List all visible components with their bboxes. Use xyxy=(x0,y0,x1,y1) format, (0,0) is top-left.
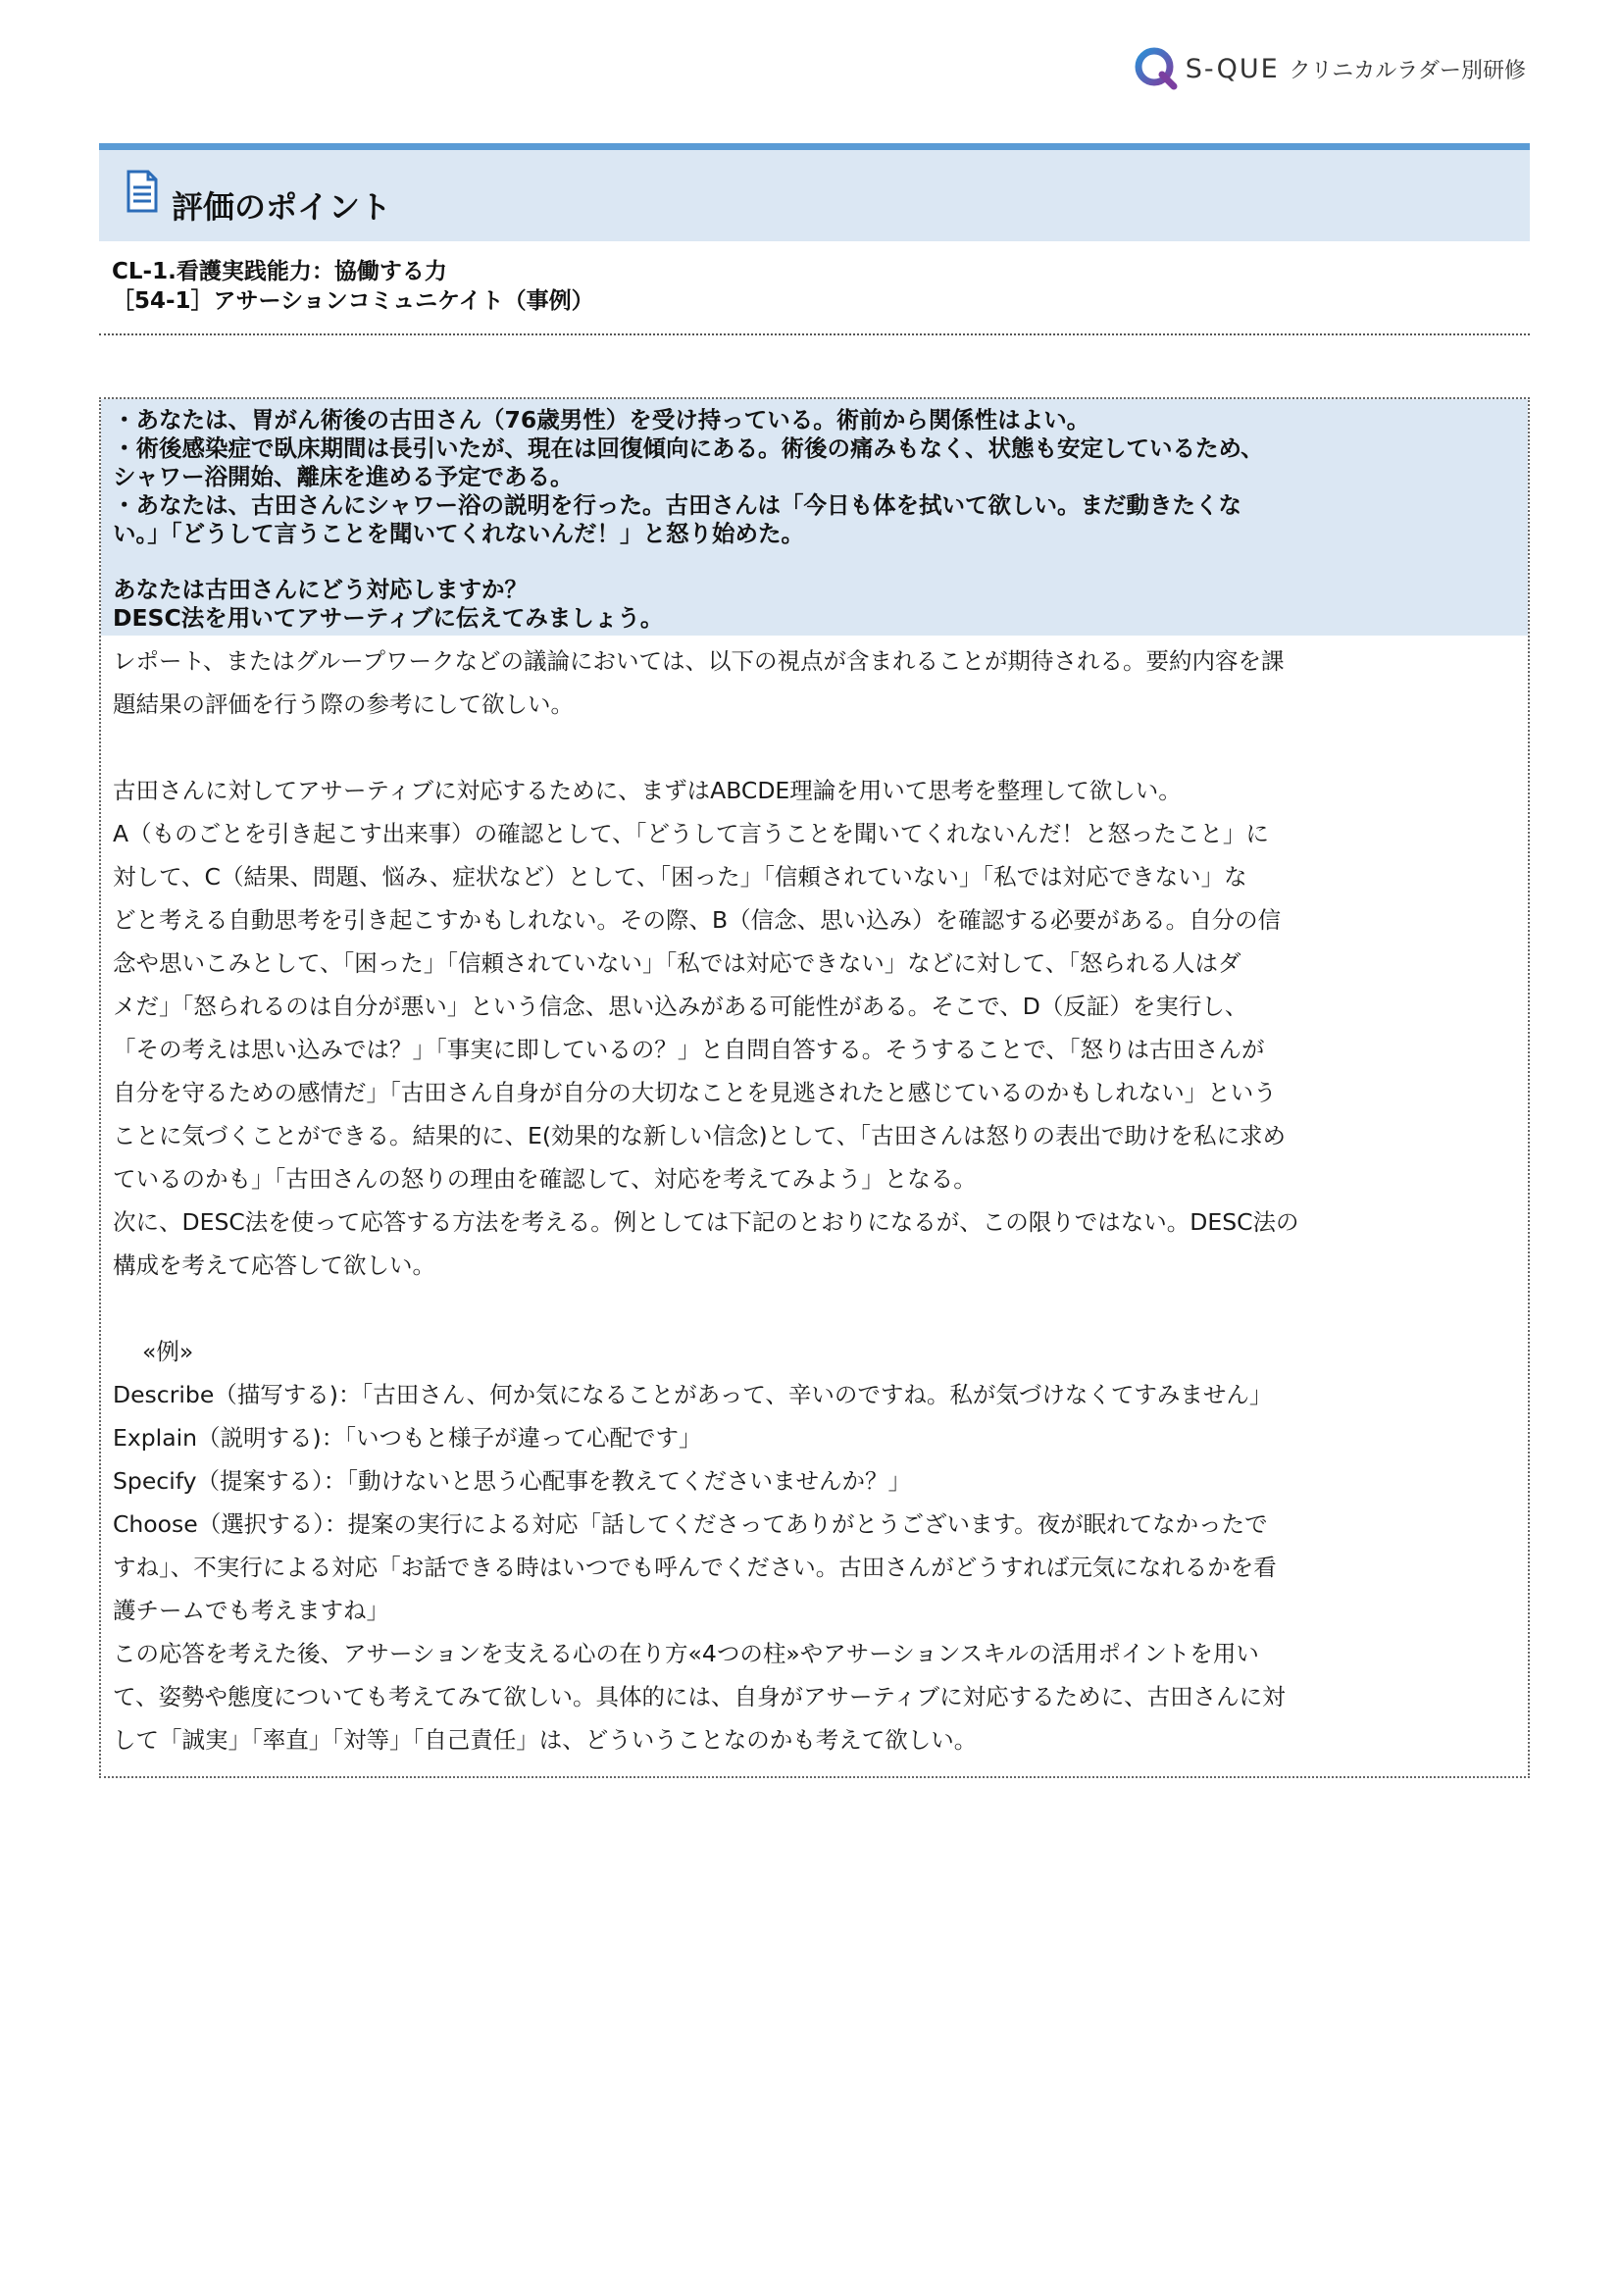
evaluation-text xyxy=(101,636,1528,1761)
case-line: い。」「どうして言うことを聞いてくれないんだ！」と怒り始めた。 xyxy=(113,520,804,547)
abcde-line: 自分を守るための感情だ」「古田さん自身が自分の大切なことを見逃されたと感じているのかもしれない」という xyxy=(113,1079,1277,1106)
abcde-line: 次に、DESC法を使って応答する方法を考える。例としては下記のとおりになるが、この限りではない。DESC法の xyxy=(113,1208,1299,1236)
abcde-line: 念や思いこみとして、「困った」「信頼されていない」「私では対応できない」などに対して、「怒られる人はダ xyxy=(113,949,1241,977)
intro-line: 題結果の評価を行う際の参考にして欲しい。 xyxy=(113,690,574,718)
divider xyxy=(99,333,1530,335)
abcde-line: どと考える自動思考を引き起こすかもしれない。その際、B（信念、思い込み）を確認する必要がある。自分の信 xyxy=(113,906,1282,934)
desc-line: Specify（提案する）：「動けないと思う心配事を教えてくださいませんか？」 xyxy=(113,1467,912,1495)
abcde-line: ているのかも」「古田さんの怒りの理由を確認して、対応を考えてみよう」となる。 xyxy=(113,1165,977,1193)
desc-line: すね」、不実行による対応「お話できる時はいつでも呼んでください。古田さんがどうすれば元気になれるかを看 xyxy=(113,1554,1277,1581)
desc-line: 護チームでも考えますね」 xyxy=(113,1597,389,1624)
question-line: DESC法を用いてアサーティブに伝えてみましょう。 xyxy=(113,604,664,632)
case-line: ・術後感染症で臥床期間は長引いたが、現在は回復傾向にある。術後の痛みもなく、状態も安定しているため、 xyxy=(113,434,1264,462)
module-line: ［54-1］アサーションコミュニケイト（事例） xyxy=(112,288,594,314)
logo-brand-text: S-QUE xyxy=(1185,53,1280,84)
q-logo-icon xyxy=(1133,45,1180,92)
desc-line: Describe（描写する)：「古田さん、何か気になることがあって、辛いのですね。私が気づけなくてすみません」 xyxy=(113,1381,1273,1408)
competency-line: CL-1.看護実践能力：協働する力 xyxy=(112,259,447,284)
page-title: 評価のポイント xyxy=(172,187,392,226)
abcde-line: メだ」「怒られるのは自分が悪い」という信念、思い込みがある可能性がある。そこで、D（反証）を実行し、 xyxy=(113,993,1248,1020)
intro-line: レポート、またはグループワークなどの議論においては、以下の視点が含まれることが期待される。要約内容を課 xyxy=(113,647,1285,675)
title-band xyxy=(99,143,1530,241)
case-line: ・あなたは、古田さんにシャワー浴の説明を行った。古田さんは「今日も体を拭いて欲しい。まだ動きたくな xyxy=(113,491,1242,519)
desc-line: て、姿勢や態度についても考えてみて欲しい。具体的には、自身がアサーティブに対応するために、古田さんに対 xyxy=(113,1683,1286,1710)
abcde-line: ことに気づくことができる。結果的に、E(効果的な新しい信念)として、「古田さんは怒りの表出で助けを私に求め xyxy=(113,1122,1286,1149)
abcde-line: 古田さんに対してアサーティブに対応するために、まずはABCDE理論を用いて思考を整理して欲しい。 xyxy=(113,777,1182,804)
case-scenario xyxy=(101,399,1528,636)
content-box xyxy=(99,397,1530,1778)
logo-subtitle: クリニカルラダー別研修 xyxy=(1289,58,1526,83)
abcde-line: 構成を考えて応答して欲しい。 xyxy=(113,1251,435,1279)
example-label: «例» xyxy=(142,1338,194,1365)
desc-line: この応答を考えた後、アサーションを支える心の在り方«4つの柱»やアサーションスキルの活用ポイントを用い xyxy=(113,1640,1259,1667)
abcde-line: A（ものごとを引き起こす出来事）の確認として、「どうして言うことを聞いてくれないんだ！と怒ったこと」に xyxy=(113,820,1269,847)
desc-line: Choose（選択する）：提案の実行による対応「話してくださってありがとうございます。夜が眠れてなかったで xyxy=(113,1510,1268,1538)
case-line: ・あなたは、胃がん術後の古田さん（76歳男性）を受け持っている。術前から関係性はよい。 xyxy=(113,406,1090,434)
abcde-line: 「その考えは思い込みでは？」「事実に即しているの？」と自問自答する。そうすることで、「怒りは古田さんが xyxy=(113,1036,1265,1063)
desc-line: Explain（説明する)：「いつもと様子が違って心配です」 xyxy=(113,1424,702,1452)
document-icon xyxy=(127,170,158,213)
abcde-line: 対して、C（結果、問題、悩み、症状など）として、「困った」「信頼されていない」「私では対応できない」な xyxy=(113,863,1247,891)
brand-logo xyxy=(1133,45,1526,92)
case-line: シャワー浴開始、離床を進める予定である。 xyxy=(113,463,574,490)
question-line: あなたは古田さんにどう対応しますか？ xyxy=(113,576,528,603)
desc-line: して「誠実」「率直」「対等」「自己責任」は、どういうことなのかも考えて欲しい。 xyxy=(113,1726,978,1754)
section-heading xyxy=(112,257,1524,316)
